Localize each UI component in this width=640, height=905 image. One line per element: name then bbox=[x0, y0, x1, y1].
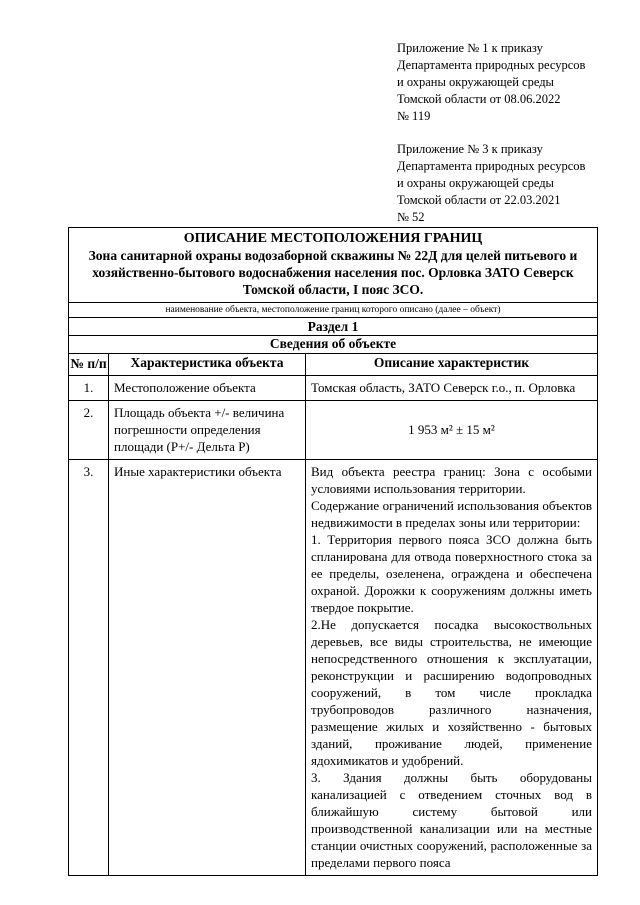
table-row bbox=[69, 400, 597, 459]
boundary-description-table bbox=[68, 227, 598, 876]
row-characteristic: Местоположение объекта bbox=[109, 376, 306, 400]
row-description: Томская область, ЗАТО Северск г.о., п. Орловка bbox=[311, 380, 576, 395]
appendix-line: № 52 bbox=[397, 210, 425, 224]
table-row bbox=[69, 459, 597, 875]
section-subtitle: Сведения об объекте bbox=[269, 336, 397, 351]
appendix-line: Приложение № 3 к приказу bbox=[397, 142, 543, 156]
appendix-line: Департамента природных ресурсов bbox=[397, 58, 586, 72]
row-characteristic: Площадь объекта +/- величина погрешности определения площади (Р+/- Дельта Р) bbox=[109, 401, 306, 459]
row-num: 3. bbox=[69, 460, 109, 875]
appendix-note-1 bbox=[397, 40, 594, 125]
document-title: ОПИСАНИЕ МЕСТОПОЛОЖЕНИЯ ГРАНИЦ bbox=[183, 231, 483, 246]
section-title: Раздел 1 bbox=[307, 319, 359, 334]
object-name: Зона санитарной охраны водозаборной скважины № 22Д для целей питьевого и хозяйственно-бытового водоснабжения населения пос. Орловка ЗАТО Северск Томской области, I пояс ЗСО. bbox=[88, 248, 578, 297]
appendix-line: Приложение № 1 к приказу bbox=[397, 41, 543, 55]
description-paragraph: Вид объекта реестра границ: Зона с особыми условиями использования территории. bbox=[311, 464, 592, 496]
description-paragraph: Содержание ограничений использования объектов недвижимости в пределах зоны или территории: bbox=[311, 498, 592, 530]
caption-row bbox=[69, 302, 597, 317]
appendix-note-2 bbox=[397, 141, 594, 226]
row-characteristic: Иные характеристики объекта bbox=[109, 460, 306, 875]
description-paragraph: 3. Здания должны быть оборудованы канализацией с отведением сточных вод в ближайшую систему бытовой или производственной канализации или на местные станции очистных сооружений, расположенные за пределами первого пояса bbox=[311, 770, 592, 870]
appendix-line: и охраны окружающей среды bbox=[397, 75, 554, 89]
object-caption: наименование объекта, местоположение границ которого описано (далее – объект) bbox=[165, 305, 501, 315]
row-num: 2. bbox=[69, 401, 109, 459]
row-num: 1. bbox=[69, 376, 109, 400]
header-num: № п/п bbox=[69, 354, 109, 375]
table-header bbox=[69, 353, 597, 375]
section-row bbox=[69, 317, 597, 335]
description-paragraph: 2.Не допускается посадка высокоствольных деревьев, все виды строительства, не имеющие непосредственного отношения к эксплуатации, реконструкции и расширению водопроводных сооружений, в том числе прокладка трубопроводов различного назначения, размещение жилых и хозяйственно - бытовых зданий, проживание людей, применение ядохимикатов и удобрений. bbox=[311, 617, 592, 768]
appendix-line: Томской области от 08.06.2022 bbox=[397, 92, 561, 106]
appendix-line: и охраны окружающей среды bbox=[397, 176, 554, 190]
appendix-line: № 119 bbox=[397, 109, 431, 123]
header-characteristic: Характеристика объекта bbox=[109, 354, 306, 375]
table-row bbox=[69, 375, 597, 400]
row-description bbox=[306, 460, 597, 875]
appendix-line: Томской области от 22.03.2021 bbox=[397, 193, 561, 207]
title-row bbox=[69, 228, 597, 302]
description-paragraph: 1. Территория первого пояса ЗСО должна быть спланирована для отвода поверхностного стока за ее пределы, озеленена, ограждена и обеспечена охраной. Дорожки к сооружениям должны иметь твердое покрытие. bbox=[311, 532, 592, 615]
row-description: 1 953 м² ± 15 м² bbox=[408, 422, 495, 437]
header-description: Описание характеристик bbox=[373, 355, 530, 370]
section-subtitle-row bbox=[69, 335, 597, 353]
appendix-line: Департамента природных ресурсов bbox=[397, 159, 586, 173]
